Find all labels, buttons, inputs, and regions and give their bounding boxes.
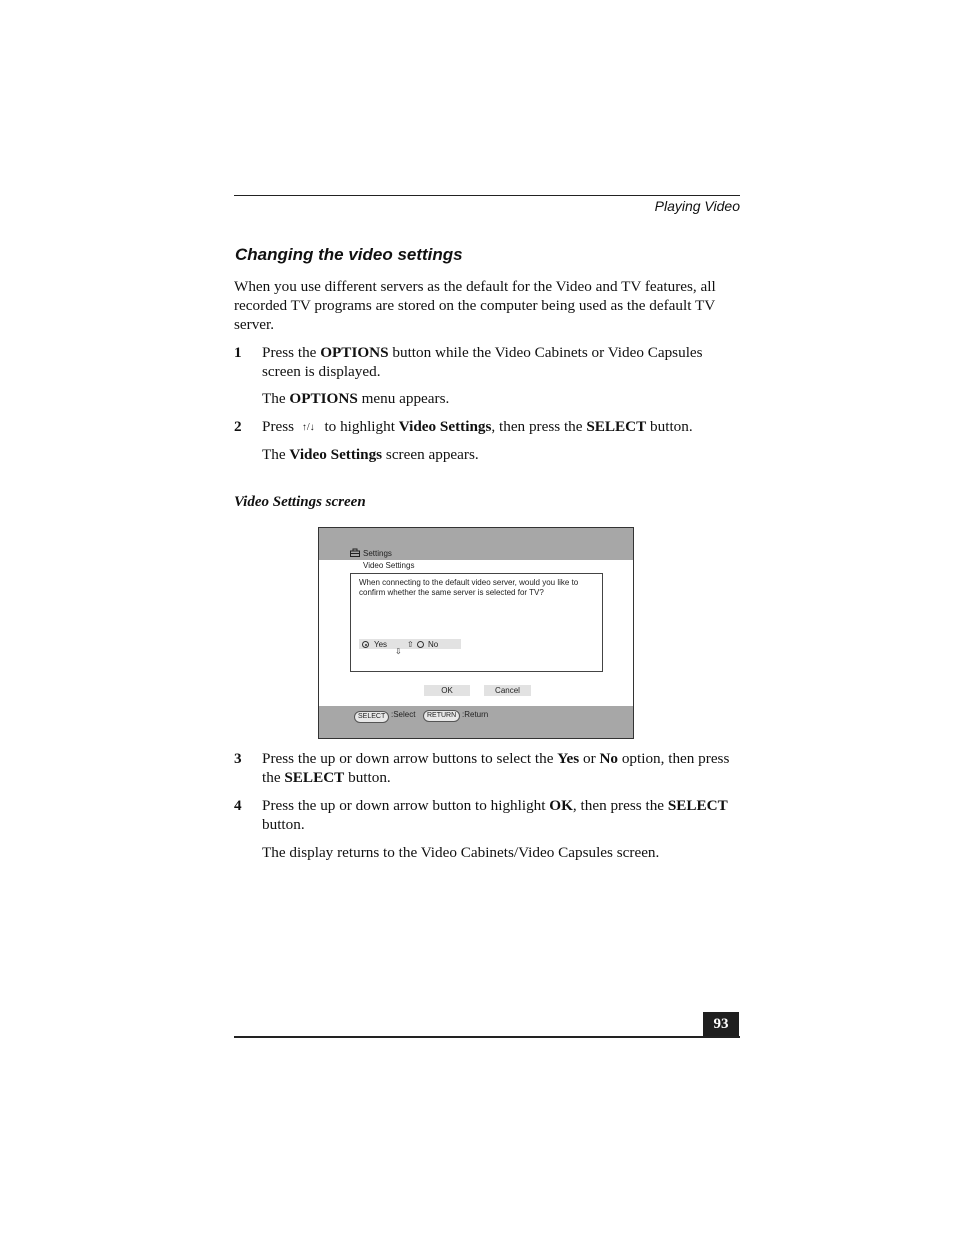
up-down-arrow-icon: ↑/↓ (301, 422, 315, 433)
section-title: Changing the video settings (235, 245, 463, 264)
footer-rule (234, 1036, 740, 1038)
option-row (359, 639, 461, 649)
step-text: Press the up or down arrow buttons to select the Yes or No option, then press the SELECT button. (262, 750, 730, 786)
step-number: 1 (234, 344, 242, 361)
step-4 (234, 796, 739, 834)
step-1 (234, 343, 739, 381)
intro-paragraph: When you use different servers as the default for the Video and TV features, all recorded TV programs are stored on the computer being used as the default TV server. (234, 278, 716, 333)
screen-title: Video Settings (363, 561, 415, 570)
step-number: 2 (234, 418, 242, 435)
up-arrow-icon: ⇧ (407, 640, 414, 649)
header-rule (234, 195, 740, 196)
step-text: Press the up or down arrow button to highlight OK, then press the SELECT button. (262, 797, 728, 833)
dialog-question: When connecting to the default video server, would you like to confirm whether the same server is selected for TV? (359, 578, 579, 597)
option-yes[interactable]: Yes (374, 640, 388, 649)
step-3 (234, 749, 739, 787)
ok-button[interactable]: OK (424, 685, 470, 696)
step-number: 3 (234, 750, 242, 767)
select-key-badge: SELECT (354, 711, 389, 723)
return-key-badge: RETURN (423, 710, 460, 722)
settings-toolbox-icon (350, 548, 360, 557)
video-settings-screen (318, 527, 634, 739)
select-hint: :Select (391, 710, 416, 719)
figure-caption: Video Settings screen (234, 494, 366, 510)
step-text: Press ↑/↓ to highlight Video Settings, then press the SELECT button. (262, 418, 693, 435)
running-header: Playing Video (654, 198, 740, 214)
step-2-result: The Video Settings screen appears. (262, 446, 479, 463)
return-hint: :Return (462, 710, 489, 719)
down-arrow-icon: ⇩ (395, 647, 402, 656)
page-number: 93 (703, 1012, 739, 1036)
radio-unselected-icon[interactable] (417, 641, 424, 648)
radio-selected-icon[interactable] (362, 641, 369, 648)
step-1-result: The OPTIONS menu appears. (262, 390, 450, 407)
cancel-button[interactable]: Cancel (484, 685, 531, 696)
step-number: 4 (234, 797, 242, 814)
confirm-dialog (350, 573, 603, 672)
option-no[interactable]: No (428, 640, 439, 649)
step-4-result: The display returns to the Video Cabinets/Video Capsules screen. (262, 844, 660, 861)
screen-breadcrumb: Settings (363, 549, 392, 558)
step-text: Press the OPTIONS button while the Video Cabinets or Video Capsules screen is displayed. (262, 344, 703, 380)
step-2 (234, 417, 739, 437)
